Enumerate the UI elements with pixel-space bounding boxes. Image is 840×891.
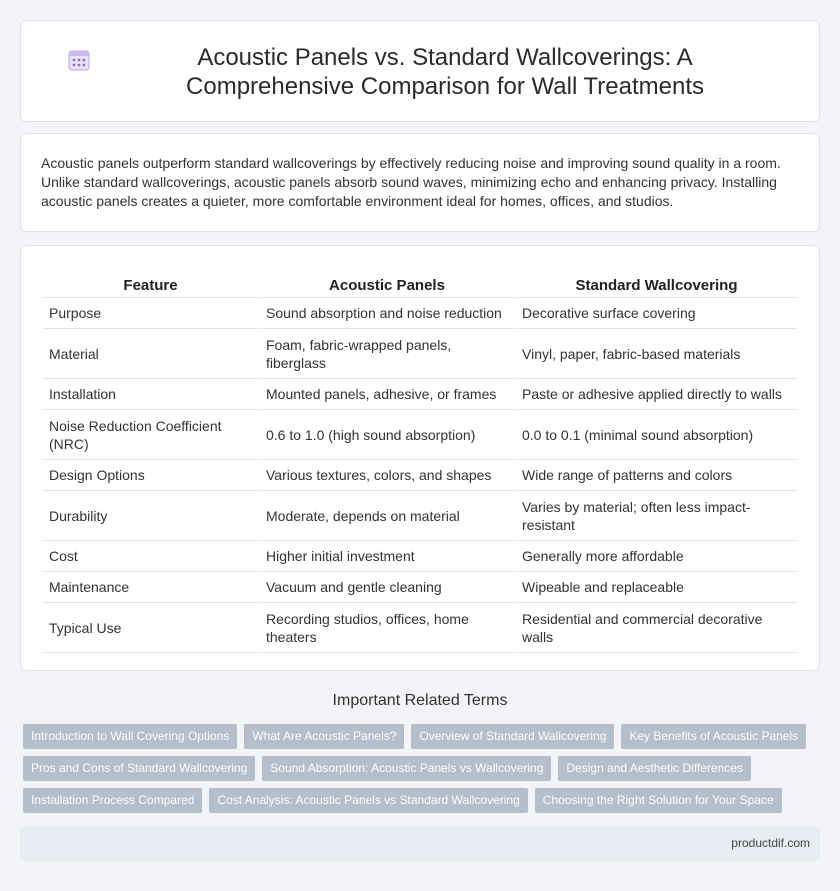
table-row <box>43 460 797 491</box>
table-row <box>43 329 797 379</box>
table-row <box>43 572 797 603</box>
feature-cell: Purpose <box>43 298 258 329</box>
tag-row <box>23 756 823 781</box>
tag-row <box>23 788 823 813</box>
related-term-tag[interactable]: Choosing the Right Solution for Your Space <box>535 788 782 813</box>
footer-site-link[interactable]: productdif.com <box>731 836 810 850</box>
tag-row <box>23 724 823 749</box>
comparison-table-card <box>20 245 820 671</box>
footer-bar <box>20 826 820 861</box>
acoustic-cell: Recording studios, offices, home theaters <box>260 603 514 653</box>
table-header-row <box>43 274 797 298</box>
intro-paragraph: Acoustic panels outperform standard wallcoverings by effectively reducing noise and improving sound quality in a room. Unlike standard wallcoverings, acoustic panels absorb sound waves, minimizing echo and enhancing privacy. Installing acoustic panels creates a quieter, more comfortable environment ideal for homes, offices, and studios. <box>41 155 781 209</box>
page-title: Acoustic Panels vs. Standard Wallcoverings: A Comprehensive Comparison for Wall Treatments <box>186 44 704 100</box>
acoustic-cell: Mounted panels, adhesive, or frames <box>260 379 514 410</box>
standard-cell: Residential and commercial decorative walls <box>516 603 797 653</box>
related-term-tag[interactable]: Installation Process Compared <box>23 788 202 813</box>
feature-cell: Typical Use <box>43 603 258 653</box>
calendar-grid-icon <box>67 48 91 72</box>
table-row <box>43 379 797 410</box>
related-term-tag[interactable]: Design and Aesthetic Differences <box>558 756 751 781</box>
acoustic-cell: Vacuum and gentle cleaning <box>260 572 514 603</box>
feature-cell: Cost <box>43 541 258 572</box>
acoustic-cell: Sound absorption and noise reduction <box>260 298 514 329</box>
acoustic-cell: Foam, fabric-wrapped panels, fiberglass <box>260 329 514 379</box>
related-terms-tags <box>23 724 823 820</box>
standard-cell: Vinyl, paper, fabric-based materials <box>516 329 797 379</box>
related-term-tag[interactable]: Introduction to Wall Covering Options <box>23 724 237 749</box>
related-term-tag[interactable]: What Are Acoustic Panels? <box>244 724 404 749</box>
feature-cell: Durability <box>43 491 258 541</box>
acoustic-cell: Moderate, depends on material <box>260 491 514 541</box>
related-terms-heading: Important Related Terms <box>332 692 508 709</box>
acoustic-cell: Various textures, colors, and shapes <box>260 460 514 491</box>
feature-cell: Design Options <box>43 460 258 491</box>
related-term-tag[interactable]: Pros and Cons of Standard Wallcovering <box>23 756 255 781</box>
header-acoustic-panels: Acoustic Panels <box>260 274 514 298</box>
table-row <box>43 603 797 653</box>
table-row <box>43 410 797 460</box>
table-row <box>43 491 797 541</box>
standard-cell: Decorative surface covering <box>516 298 797 329</box>
feature-cell: Installation <box>43 379 258 410</box>
comparison-table <box>41 274 799 653</box>
title-wrap <box>21 43 819 101</box>
standard-cell: 0.0 to 0.1 (minimal sound absorption) <box>516 410 797 460</box>
header-standard-wallcovering: Standard Wallcovering <box>516 274 797 298</box>
related-term-tag[interactable]: Sound Absorption: Acoustic Panels vs Wallcovering <box>262 756 551 781</box>
standard-cell: Paste or adhesive applied directly to walls <box>516 379 797 410</box>
feature-cell: Material <box>43 329 258 379</box>
header-feature: Feature <box>43 274 258 298</box>
header-card <box>20 20 820 122</box>
related-term-tag[interactable]: Cost Analysis: Acoustic Panels vs Standard Wallcovering <box>209 788 527 813</box>
table-row <box>43 298 797 329</box>
feature-cell: Maintenance <box>43 572 258 603</box>
feature-cell: Noise Reduction Coefficient (NRC) <box>43 410 258 460</box>
acoustic-cell: 0.6 to 1.0 (high sound absorption) <box>260 410 514 460</box>
acoustic-cell: Higher initial investment <box>260 541 514 572</box>
standard-cell: Wipeable and replaceable <box>516 572 797 603</box>
related-term-tag[interactable]: Overview of Standard Wallcovering <box>411 724 614 749</box>
related-term-tag[interactable]: Key Benefits of Acoustic Panels <box>621 724 806 749</box>
standard-cell: Varies by material; often less impact-resistant <box>516 491 797 541</box>
standard-cell: Generally more affordable <box>516 541 797 572</box>
intro-card <box>20 133 820 232</box>
table-row <box>43 541 797 572</box>
standard-cell: Wide range of patterns and colors <box>516 460 797 491</box>
